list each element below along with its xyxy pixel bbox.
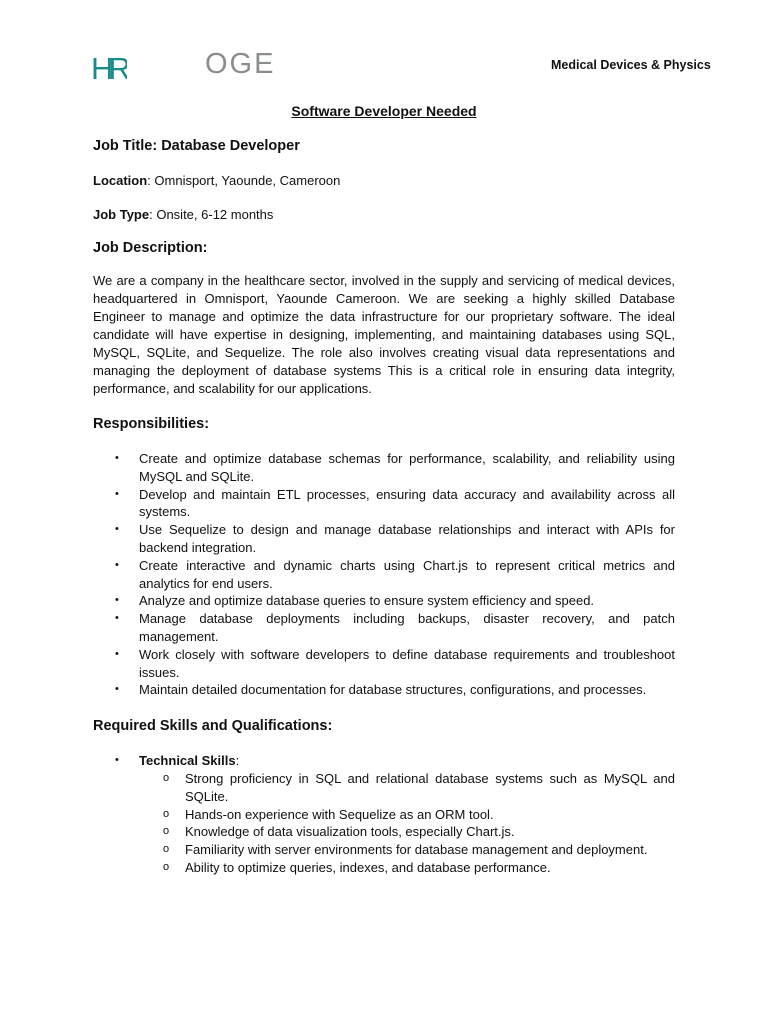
list-item: o Hands-on experience with Sequelize as an ORM tool.	[163, 806, 494, 822]
list-item: • Use Sequelize to design and manage database relationships and interact with APIs for backend integration.	[115, 522, 675, 555]
circle-bullet-icon: o	[163, 771, 170, 784]
circle-bullet-icon: o	[163, 843, 170, 856]
job-type-line	[93, 207, 675, 222]
logo-mark-icon	[91, 52, 127, 82]
job-title-heading: Job Title: Database Developer	[93, 138, 300, 154]
circle-bullet-icon: o	[163, 825, 170, 838]
list-item: • Develop and maintain ETL processes, ensuring data accuracy and availability across all systems.	[115, 486, 675, 520]
company-tagline: Medical Devices & Physics	[551, 58, 711, 72]
bullet-icon: •	[115, 487, 119, 500]
responsibilities-list	[93, 450, 675, 699]
circle-bullet-icon: o	[163, 860, 170, 873]
location-line	[93, 173, 675, 188]
document-title: Software Developer Needed	[291, 103, 477, 119]
bullet-icon: •	[115, 612, 119, 625]
list-item: • Technical Skills:	[115, 753, 240, 769]
skills-list	[93, 752, 675, 770]
skills-heading: Required Skills and Qualifications:	[93, 718, 333, 735]
list-item: o Ability to optimize queries, indexes, and database performance.	[163, 859, 551, 875]
list-item: • Create and optimize database schemas for performance, scalability, and reliability using MySQL and SQLite.	[115, 451, 675, 484]
svg-text:HR: HR	[91, 52, 126, 82]
list-item: • Manage database deployments including backups, disaster recovery, and patch management.	[115, 611, 675, 644]
list-item: o Strong proficiency in SQL and relational database systems such as MySQL and SQLite.	[163, 770, 675, 804]
job-type-value: : Onsite, 6-12 months	[149, 207, 274, 222]
job-description-heading: Job Description:	[93, 240, 208, 256]
bullet-icon: •	[115, 683, 119, 696]
list-item: o Knowledge of data visualization tools, especially Chart.js.	[163, 824, 515, 840]
technical-skills-list	[93, 770, 675, 877]
job-type-label: Job Type	[93, 207, 150, 222]
bullet-icon: •	[115, 452, 119, 464]
logo-text: OGE	[205, 48, 276, 80]
document-body	[93, 138, 675, 877]
circle-bullet-icon: o	[163, 807, 170, 820]
bullet-icon: •	[115, 558, 119, 571]
list-item: • Work closely with software developers to define database requirements and troubleshoot issues.	[115, 646, 675, 680]
list-item: • Create interactive and dynamic charts using Chart.js to represent critical metrics and analytics for end users.	[115, 557, 675, 591]
list-item: • Analyze and optimize database queries to ensure system efficiency and speed.	[115, 593, 595, 609]
bullet-icon: •	[115, 594, 119, 607]
job-description-text: We are a company in the healthcare sector, involved in the supply and servicing of medical devices, headquartered in Omnisport, Yaounde Cameroon. We are seeking a highly skilled Database Engineer to manage and optimize the data infrastructure for our proprietary software. The ideal candidate will have expertise in designing, implementing, and maintaining databases using SQL, MySQL, SQLite, and Sequelize. The role also involves creating visual data representations and managing the deployment of database systems This is a critical role in ensuring data integrity, performance, and scalability for our applications.	[93, 273, 675, 396]
page-header	[0, 0, 768, 90]
location-value: : Omnisport, Yaounde, Cameroon	[147, 173, 341, 188]
location-label: Location	[93, 173, 148, 188]
bullet-icon: •	[115, 754, 119, 767]
responsibilities-heading: Responsibilities:	[93, 416, 210, 432]
bullet-icon: •	[115, 523, 119, 536]
technical-skills-label: Technical Skills	[139, 753, 236, 769]
list-item: o Familiarity with server environments for database management and deployment.	[163, 842, 648, 858]
bullet-icon: •	[115, 647, 119, 660]
list-item: • Maintain detailed documentation for database structures, configurations, and processes.	[115, 682, 647, 698]
